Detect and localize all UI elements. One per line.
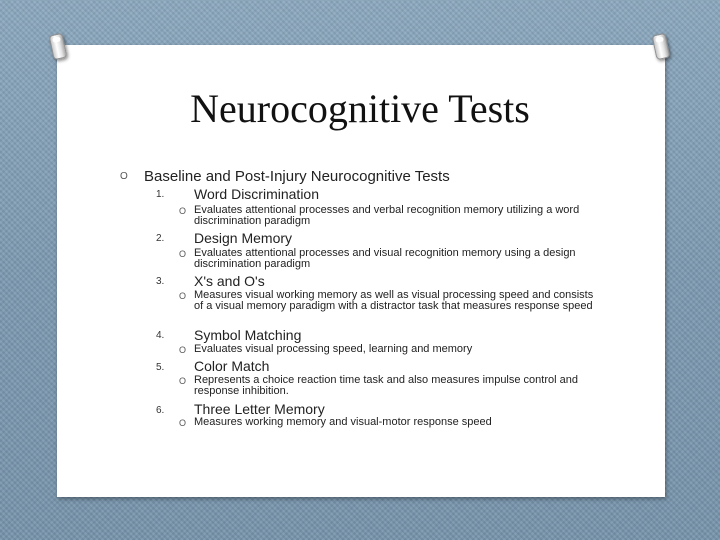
item-title: Symbol Matching xyxy=(194,327,302,343)
bullet-icon: O xyxy=(179,345,187,355)
item-title: X's and O's xyxy=(194,273,265,289)
item-number: 6. xyxy=(156,405,165,416)
item-detail: Evaluates attentional processes and verbal recognition memory utilizing a word discrimination paradigm xyxy=(194,204,580,227)
pushpin-left-icon xyxy=(49,33,68,60)
bullet-icon: O xyxy=(179,249,187,259)
bullet-icon: O xyxy=(120,171,128,182)
item-detail: Represents a choice reaction time task and also measures impulse control and response inhibition. xyxy=(194,374,578,397)
item-detail: Evaluates visual processing speed, learning and memory xyxy=(194,343,473,355)
item-number: 4. xyxy=(156,330,165,341)
item-number: 3. xyxy=(156,276,165,287)
item-detail: Evaluates attentional processes and visual recognition memory using a design discrimination paradigm xyxy=(194,247,576,270)
bullet-icon: O xyxy=(179,418,187,428)
item-title: Color Match xyxy=(194,358,270,374)
bullet-icon: O xyxy=(179,376,187,386)
item-number: 5. xyxy=(156,362,165,373)
item-title: Design Memory xyxy=(194,230,293,246)
slide-title: Neurocognitive Tests xyxy=(190,86,530,131)
main-point: Baseline and Post-Injury Neurocognitive Tests xyxy=(144,168,450,185)
item-detail: Measures working memory and visual-motor response speed xyxy=(194,416,492,428)
bullet-icon: O xyxy=(179,291,187,301)
item-detail: Measures visual working memory as well as visual processing speed and consists of a visual memory paradigm with a distractor task that measures response speed xyxy=(194,289,594,312)
item-title: Three Letter Memory xyxy=(194,401,325,417)
item-number: 2. xyxy=(156,233,165,244)
item-number: 1. xyxy=(156,189,165,200)
bullet-icon: O xyxy=(179,206,187,216)
item-title: Word Discrimination xyxy=(194,186,319,202)
